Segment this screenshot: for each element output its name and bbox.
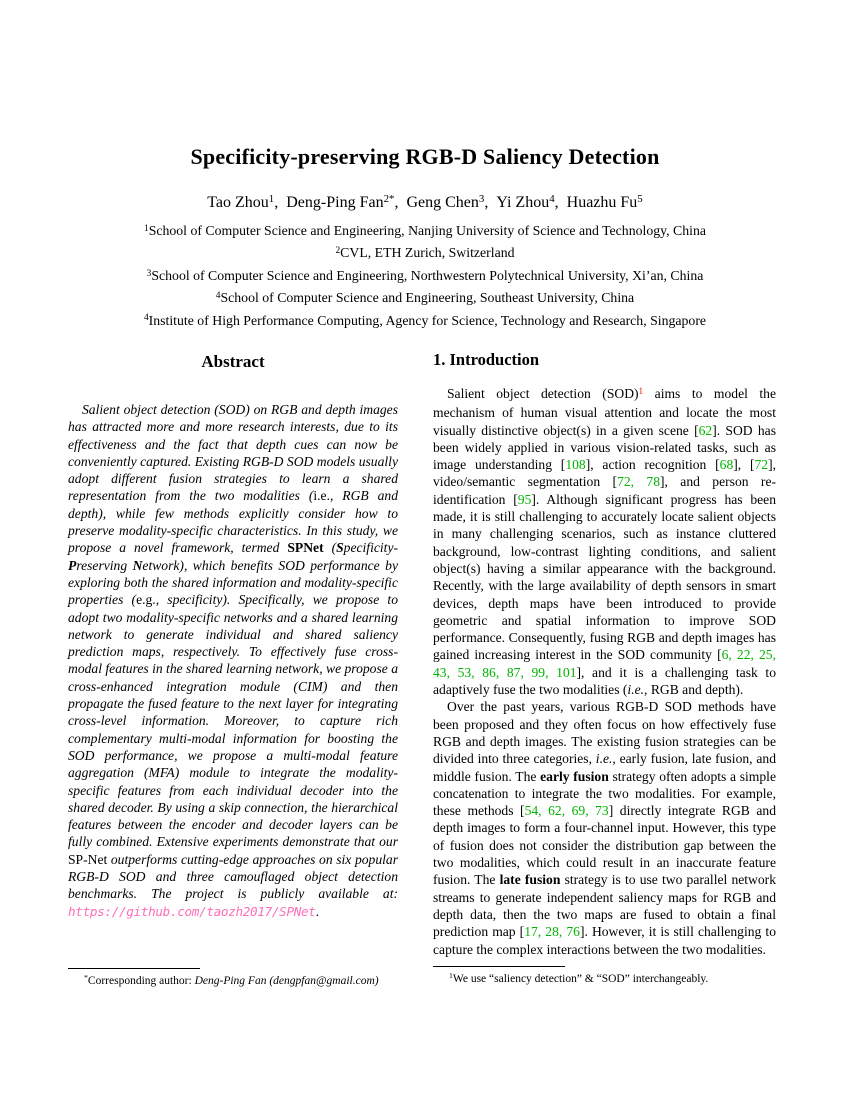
footnote-sod-terminology xyxy=(433,966,776,987)
affiliation-list xyxy=(0,221,850,333)
left-column xyxy=(68,352,398,920)
author-line: Tao Zhou$^1$, Deng-Ping Fan$^{2*}$, Geng Chen$^3$, Yi Zhou$^4$, Huazhu Fu$^5$ xyxy=(207,193,643,211)
citation-link[interactable]: 6, 22, 25, 43, 53, 86, 87, 99, 101 xyxy=(433,647,776,680)
footnote-rule xyxy=(68,968,200,969)
affiliation-3: $^3$School of Computer Science and Engineering, Northwestern Polytechnical University, Xi’an, China xyxy=(146,267,704,283)
abstract-text: Salient object detection (SOD) on RGB and depth images has attracted more and more research interests, due to its effectiveness and the fact that depth cues can now be conveniently captured. Existing RGB-D SOD models usually adopt different fusion strategies to learn a shared representation from the two modalities (i.e., RGB and depth), while few methods explicitly consider how to preserve modality-specific characteristics. In this study, we propose a novel framework, termed SPNet (Specificity-Preserving Network), which benefits SOD performance by exploring both the shared information and modality-specific properties (e.g., specificity). Specifically, we propose to adopt two modality-specific networks and a shared learning network to generate individual and shared saliency prediction maps, respectively. To effectively fuse cross-modal features in the shared learning network, we propose a cross-enhanced integration module (CIM) and then propagate the fused feature to the next layer for integrating cross-level information. Moreover, to capture rich complementary multi-modal information for boosting the SOD performance, we propose a multi-modal feature aggregation (MFA) module to integrate the modality-specific features from each individual decoder into the shared decoder. By using a skip connection, the hierarchical features between the encoder and decoder layers can be fully combined. Extensive experiments demonstrate that our SP-Net outperforms cutting-edge approaches on six popular RGB-D SOD and three camouflaged object detection benchmarks. The project is publicly available at: https://github.com/taozh2017/SPNet. xyxy=(68,402,398,919)
citation-link[interactable]: 17, 28, 76 xyxy=(524,924,580,940)
affiliation-4: $^4$School of Computer Science and Engineering, Southeast University, China xyxy=(215,290,635,306)
citation-link[interactable]: 72, 78 xyxy=(617,474,661,490)
citation-link[interactable]: 54, 62, 69, 73 xyxy=(524,803,609,819)
abstract-heading: Abstract xyxy=(201,352,265,371)
paper-title: Specificity-preserving RGB-D Saliency Detection xyxy=(190,144,660,169)
citation-link[interactable]: 95 xyxy=(517,491,532,507)
footnote-corresponding-author-text: *Corresponding author: Deng-Ping Fan (dengpfan@gmail.com) xyxy=(84,973,379,987)
footnote-rule xyxy=(433,966,565,967)
right-column xyxy=(433,350,776,958)
footnote-marker-link[interactable]: 1 xyxy=(638,385,644,396)
citation-link[interactable]: 68 xyxy=(719,457,734,473)
affiliation-5: $^4$Institute of High Performance Computing, Agency for Science, Technology and Research, Singapore xyxy=(143,312,707,328)
citation-link[interactable]: 72 xyxy=(754,457,769,473)
affiliation-2: $^2$CVL, ETH Zurich, Switzerland xyxy=(335,245,515,261)
footnote-corresponding-author xyxy=(68,968,398,989)
footnote-sod-terminology-text: $^1$We use “saliency detection” & “SOD” interchangeably. xyxy=(449,971,709,985)
intro-paragraph-2: Over the past years, various RGB-D SOD methods have been proposed and they often focus on how effectively fuse RGB and depth images. The existing fusion strategies can be divided into three categories, i.e., early fusion, late fusion, and middle fusion. The early fusion strategy often adopts a simple concatenation to integrate the two modalities. For example, these methods [54, 62, 69, 73] directly integrate RGB and depth images to form a four-channel input. However, this type of fusion does not consider the distribution gap between the two modalities, which could result in an inaccurate feature fusion. The late fusion strategy is to use two parallel network streams to generate independent saliency maps for RGB and depth data, then the two maps are fused to obtain a final prediction map [17, 28, 76]. However, it is still challenging to capture the complex interactions between the two modalities. xyxy=(433,699,777,957)
citation-link[interactable]: 108 xyxy=(565,457,586,473)
citation-link[interactable]: 62 xyxy=(698,422,713,438)
project-url-link[interactable]: https://github.com/taozh2017/SPNet xyxy=(68,903,316,919)
section-heading-introduction: 1. Introduction xyxy=(433,350,540,369)
affiliation-1: $^1$School of Computer Science and Engineering, Nanjing University of Science and Technology, China xyxy=(144,223,706,238)
intro-paragraph-1: Salient object detection (SOD)$^1$ aims to model the mechanism of human visual attention and locate the most visually distinctive object(s) in a given scene [62]. SOD has been widely applied in various vision-related tasks, such as image understanding [108], action recognition [68], [72], video/semantic segmentation [72, 78], and person re-identification [95]. Although significant progress has been made, it is still challenging to accurately locate salient objects in many challenging scenarios, such as instance cluttered background, low-contrast lighting conditions, and salient object(s) having a similar appearance with the background. Recently, with the large availability of depth sensors in smart devices, depth maps have been introduced to provide geometric and spatial information to improve SOD performance. Consequently, fusing RGB and depth images has gained increasing interest in the SOD community [6, 22, 25, 43, 53, 86, 87, 99, 101], and it is a challenging task to adaptively fuse the two modalities (i.e., RGB and depth). xyxy=(433,385,777,698)
